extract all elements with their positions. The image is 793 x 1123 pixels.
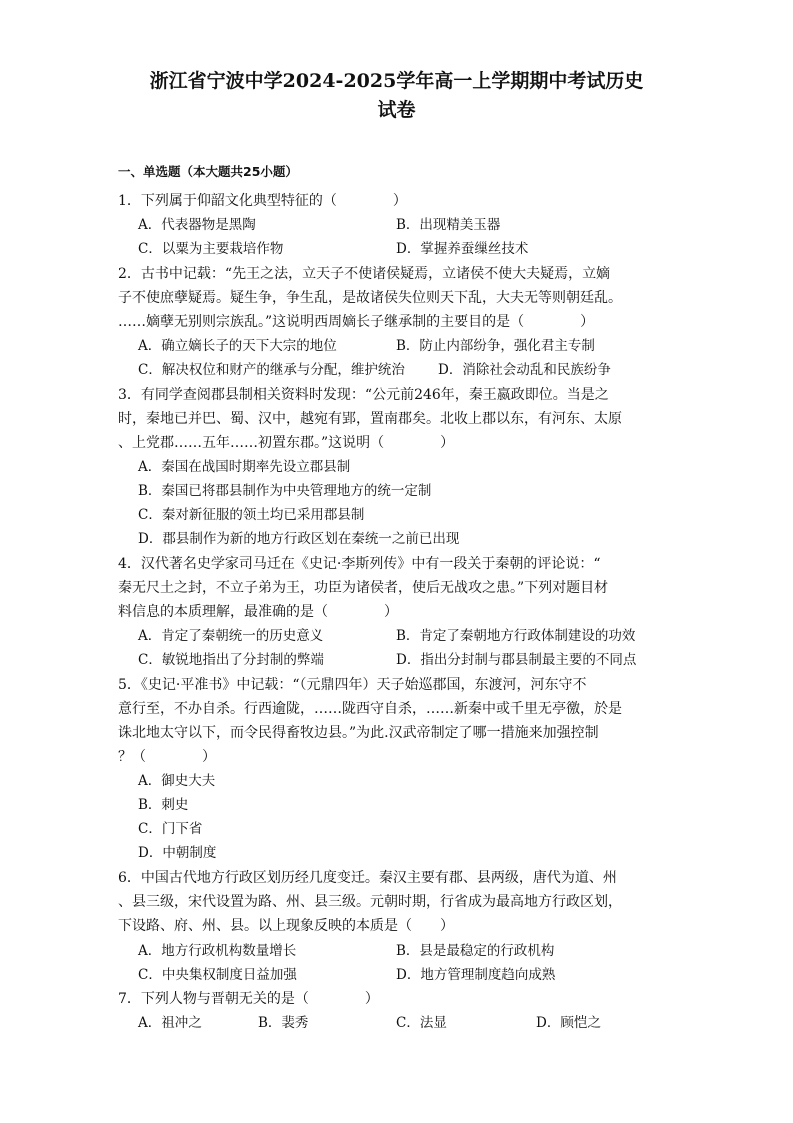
question-3-option-d: D．郡县制作为新的地方行政区划在秦统一之前已出现 [138,531,460,547]
question-1-option-d: D．掌握养蚕缫丝技术 [396,241,529,257]
question-2-stem-line-1: 2．古书中记载：“先王之法，立天子不使诸侯疑焉，立诸侯不使大夫疑焉，立嫡 [118,266,611,282]
question-7-option-b: B．裴秀 [258,1015,309,1031]
question-4-stem-line-2: 秦无尺土之封，不立子弟为王，功臣为诸侯者，使后无战攻之患。”下列对题目材 [118,580,609,596]
question-7-option-a: A．祖冲之 [138,1015,202,1031]
question-2-option-b: B．防止内部纷争，强化君主专制 [396,338,595,354]
question-6-option-a: A．地方行政机构数量增长 [138,943,297,959]
question-1-option-b: B．出现精美玉器 [396,217,501,233]
question-7-option-c: C．法显 [396,1015,447,1031]
question-3-option-b: B．秦国已将郡县制作为中央管理地方的统一定制 [138,483,432,499]
question-3-stem-line-1: 3．有同学查阅郡县制相关资料时发现：“公元前246年，秦王嬴政即位。当是之 [118,387,609,403]
question-3-stem-line-2: 时，秦地已并巴、蜀、汉中，越宛有郢，置南郡矣。北收上郡以东，有河东、太原 [118,411,622,427]
question-3-stem-line-3: 、上党郡……五年……初置东郡。”这说明（ ） [118,435,455,451]
question-3-option-a: A．秦国在战国时期率先设立郡县制 [138,459,351,475]
question-1-stem: 1．下列属于仰韶文化典型特征的（ ） [118,193,407,209]
question-2-option-a: A．确立嫡长子的天下大宗的地位 [138,338,337,354]
section-heading: 一、单选题（本大题共25小题） [118,164,298,179]
question-5-option-d: D．中朝制度 [138,845,217,861]
question-6-option-d: D．地方管理制度趋向成熟 [396,967,556,983]
question-5-stem-line-1: 5．《史记·平准书》中记载：“（元鼎四年）天子始巡郡国，东渡河，河东守不 [118,677,587,693]
question-5-option-b: B．刺史 [138,797,189,813]
question-2-stem-line-2: 子不使庶孽疑焉。疑生争，争生乱，是故诸侯失位则天下乱，大夫无等则朝廷乱。 [118,290,622,306]
question-5-stem-line-2: 意行至，不办自杀。行西逾陇，……陇西守自杀，……新秦中或千里无亭徼，於是 [118,701,622,717]
question-3-option-c: C．秦对新征服的领土均已采用郡县制 [138,507,365,523]
question-5-option-c: C．门下省 [138,821,203,837]
question-5-stem-line-4: ？（ ） [118,749,216,765]
question-4-stem-line-3: 料信息的本质理解，最准确的是（ ） [118,604,398,620]
question-1-option-c: C．以粟为主要栽培作物 [138,241,284,257]
question-6-option-b: B．县是最稳定的行政机构 [396,943,555,959]
question-6-stem-line-2: 、县三级，宋代设置为路、州、县三级。元朝时期，行省成为最高地方行政区划， [118,894,622,910]
question-6-stem-line-1: 6．中国古代地方行政区划历经几度变迁。秦汉主要有郡、县两级，唐代为道、州 [118,870,617,886]
question-7-stem: 7．下列人物与晋朝无关的是（ ） [118,991,379,1007]
exam-title-continued: 试卷 [377,99,416,121]
question-2-option-d: D．消除社会动乱和民族纷争 [438,362,611,378]
question-4-option-b: B．肯定了秦朝地方行政体制建设的功效 [396,628,636,644]
exam-title: 浙江省宁波中学2024-2025学年高一上学期期中考试历史 [149,70,644,92]
question-4-option-c: C．敏锐地指出了分封制的弊端 [138,652,324,668]
question-5-option-a: A．御史大夫 [138,773,216,789]
question-4-option-d: D．指出分封制与郡县制最主要的不同点 [396,652,637,668]
question-2-option-c: C．解决权位和财产的继承与分配，维护统治 [138,362,405,378]
question-5-stem-line-3: 诛北地太守以下，而令民得畜牧边县。”为此.汉武帝制定了哪一措施来加强控制 [118,725,599,741]
question-6-option-c: C．中央集权制度日益加强 [138,967,297,983]
question-7-option-d: D．顾恺之 [536,1015,601,1031]
question-1-option-a: A．代表器物是黑陶 [138,217,256,233]
question-6-stem-line-3: 下设路、府、州、县。以上现象反映的本质是（ ） [118,918,454,934]
question-2-stem-line-3: ……嫡孽无别则宗族乱。”这说明西周嫡长子继承制的主要目的是（ ） [118,314,595,330]
question-4-stem-line-1: 4．汉代著名史学家司马迁在《史记·李斯列传》中有一段关于秦朝的评论说：“ [118,556,601,572]
question-4-option-a: A．肯定了秦朝统一的历史意义 [138,628,324,644]
